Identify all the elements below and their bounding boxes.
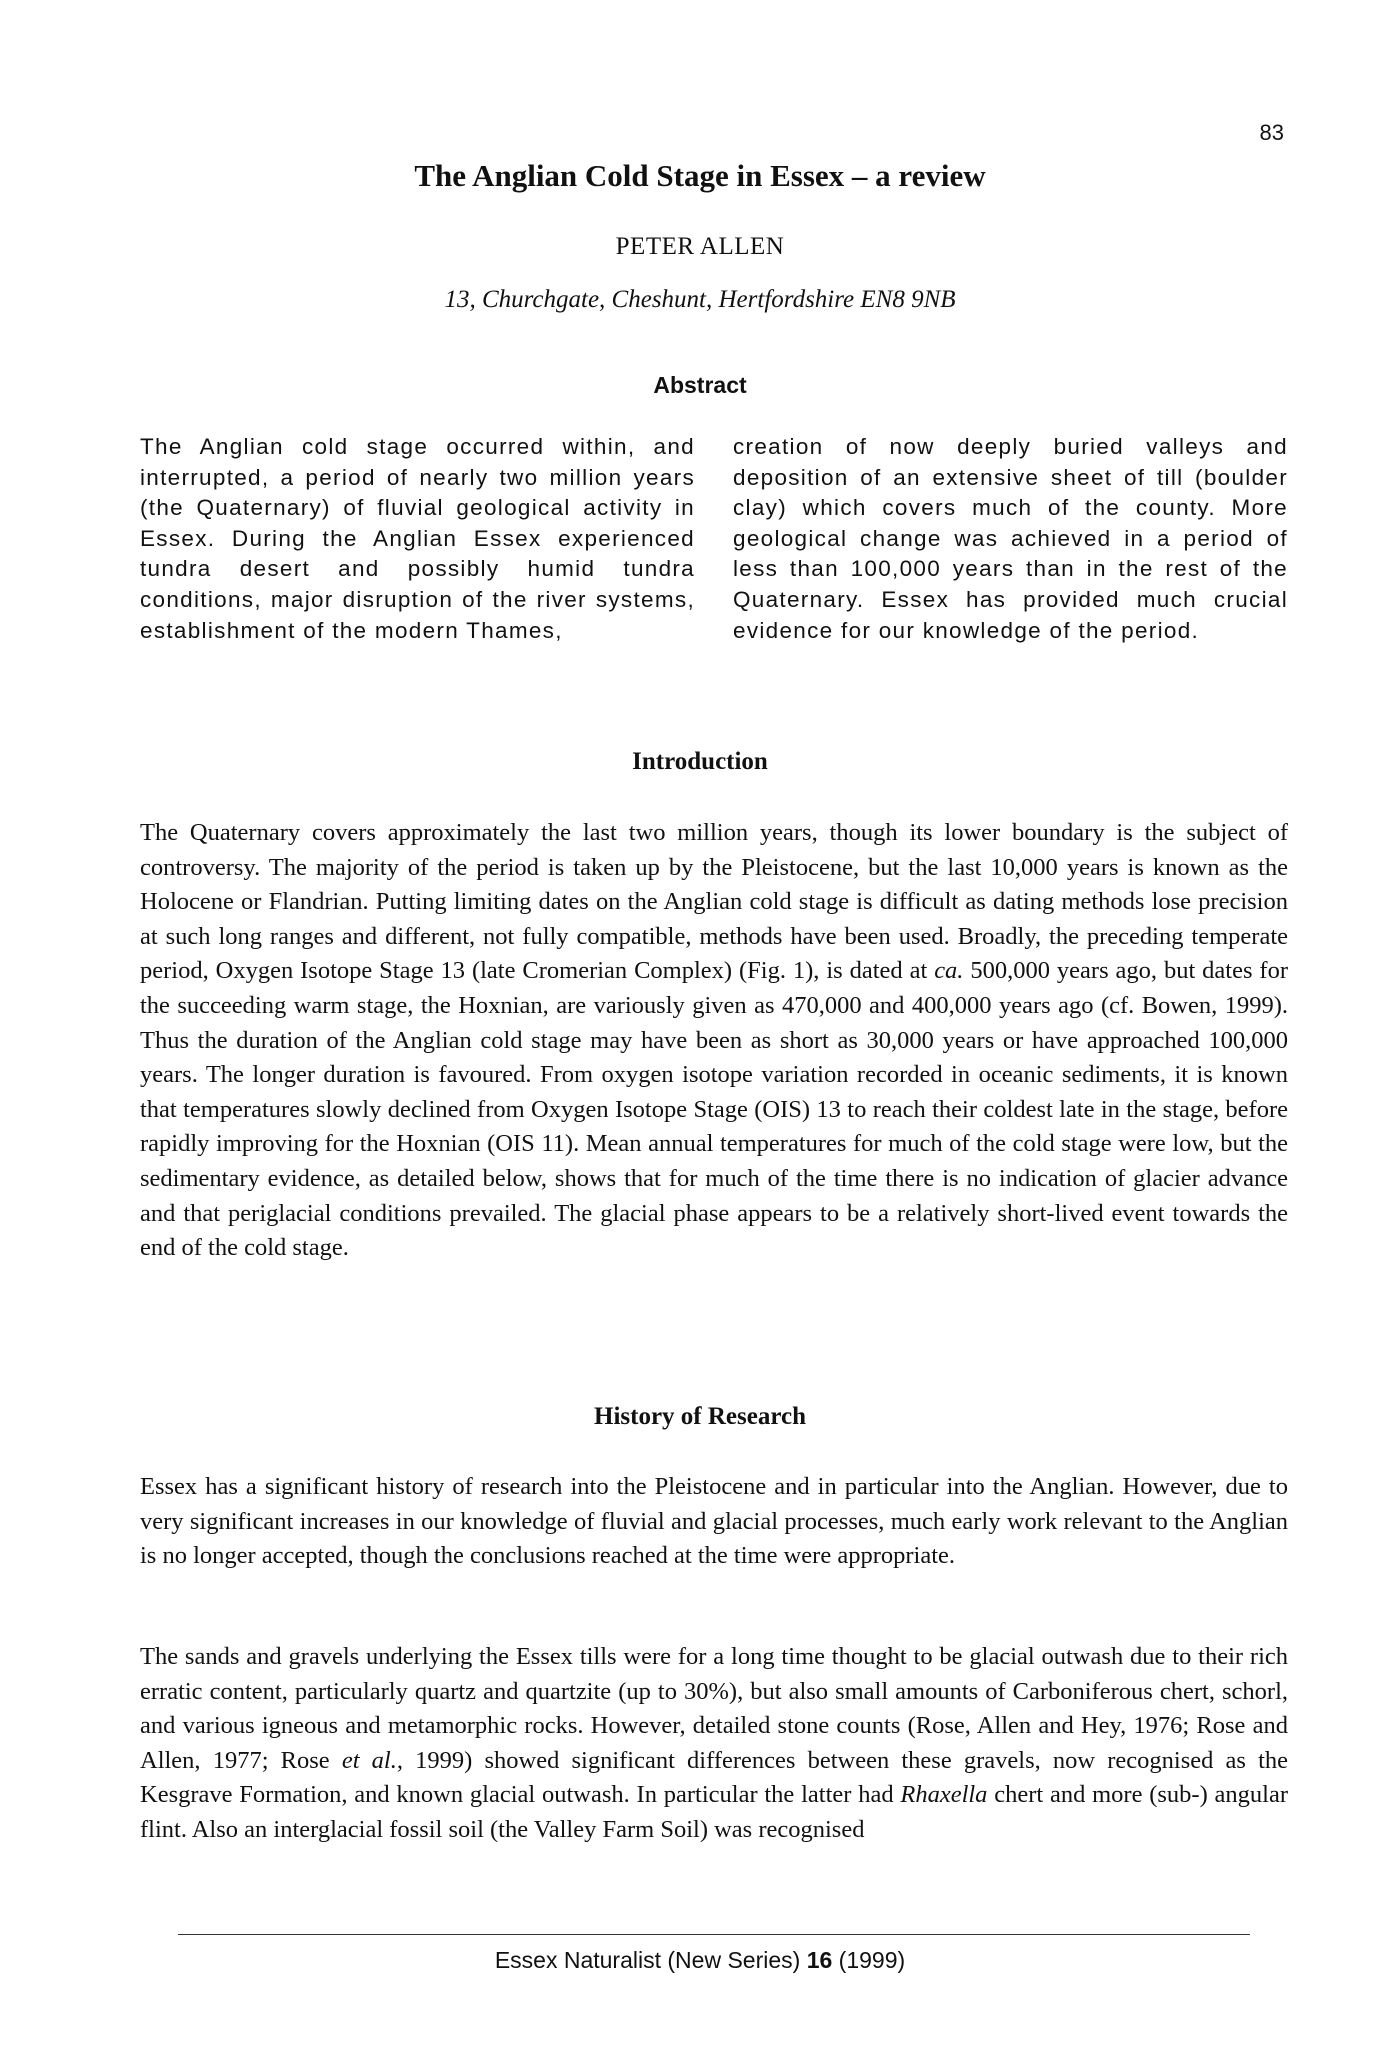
- history-heading: History of Research: [594, 1403, 806, 1430]
- introduction-heading: Introduction: [632, 748, 768, 775]
- paper-title: The Anglian Cold Stage in Essex – a review: [414, 158, 986, 193]
- intro-text-ca: ca.: [934, 957, 964, 985]
- abstract-heading: Abstract: [653, 372, 747, 398]
- journal-footer: [0, 1947, 1400, 1974]
- history-text-et-al: et al.: [341, 1746, 397, 1774]
- history-paragraph-1: Essex has a significant history of research into the Pleistocene and in particular into the Anglian. However, due to very significant increases in our knowledge of fluvial and glacial processes, much early work relevant to the Anglian is no longer accepted, though the conclusions reached at the time were appropriate.: [140, 1473, 1288, 1570]
- footer-volume: 16: [806, 1947, 833, 1973]
- author-name: PETER ALLEN: [615, 233, 785, 260]
- abstract-column-left: The Anglian cold stage occurred within, and interrupted, a period of nearly two million years (the Quaternary) of fluvial geological activity in Essex. During the Anglian Essex experienced tundra desert and possibly humid tundra conditions, major disruption of the river systems, establishment of the modern Thames,: [140, 434, 695, 643]
- footer-year: (1999): [832, 1947, 906, 1973]
- intro-text-part-2: 500,000 years ago, but dates for the succeeding warm stage, the Hoxnian, are variously given as 470,000 and 400,000 years ago (cf. Bowen, 1999). Thus the duration of the Anglian cold stage may have been as short as 30,000 years or have approached 100,000 years. The longer duration is favoured. From oxygen isotope variation recorded in oceanic sediments, it is known that temperatures slowly declined from Oxygen Isotope Stage (OIS) 13 to reach their coldest late in the stage, before rapidly improving for the Hoxnian (OIS 11). Mean annual temperatures for much of the cold stage were low, but the sedimentary evidence, as detailed below, shows that for much of the time there is no indication of glacier advance and that periglacial conditions prevailed. The glacial phase appears to be a relatively short-lived event towards the end of the cold stage.: [140, 957, 1288, 1262]
- page-number: 83: [1259, 120, 1284, 145]
- abstract-columns: [140, 432, 1288, 646]
- footer-journal: Essex Naturalist (New Series): [494, 1947, 807, 1973]
- author-address: 13, Churchgate, Cheshunt, Hertfordshire EN8 9NB: [444, 286, 956, 313]
- abstract-column-right: creation of now deeply buried valleys and deposition of an extensive sheet of till (boulder clay) which covers much of the county. More geological change was achieved in a period of less than 100,000 years than in the rest of the Quaternary. Essex has provided much crucial evidence for our knowledge of the period.: [733, 434, 1288, 643]
- history-text-part-3: chert and more (sub-) angular flint. Also an interglacial fossil soil (the Valley Farm Soil) was recognised: [140, 1781, 1288, 1843]
- footer-divider: [178, 1934, 1250, 1935]
- history-text-rhaxella: Rhaxella: [900, 1781, 988, 1809]
- history-text-part-2: , 1999) showed significant differences between these gravels, now recognised as the Kesgrave Formation, and known glacial outwash. In particular the latter had: [140, 1746, 1289, 1809]
- history-text-part-1: The sands and gravels underlying the Essex tills were for a long time thought to be glacial outwash due to their rich erratic content, particularly quartz and quartzite (up to 30%), but also small amounts of Carboniferous chert, schorl, and various igneous and metamorphic rocks. However, detailed stone counts (Rose, Allen and Hey, 1976; Rose and Allen, 1977; Rose: [140, 1643, 1288, 1774]
- intro-text-part-1: The Quaternary covers approximately the last two million years, though its lower boundary is the subject of controversy. The majority of the period is taken up by the Pleistocene, but the last 10,000 years is known as the Holocene or Flandrian. Putting limiting dates on the Anglian cold stage is difficult as dating methods lose precision at such long ranges and different, not fully compatible, methods have been used. Broadly, the preceding temperate period, Oxygen Isotope Stage 13 (late Cromerian Complex) (Fig. 1), is dated at: [140, 819, 1288, 985]
- history-paragraph-2: [140, 1640, 1288, 1848]
- introduction-paragraph: [140, 816, 1288, 1266]
